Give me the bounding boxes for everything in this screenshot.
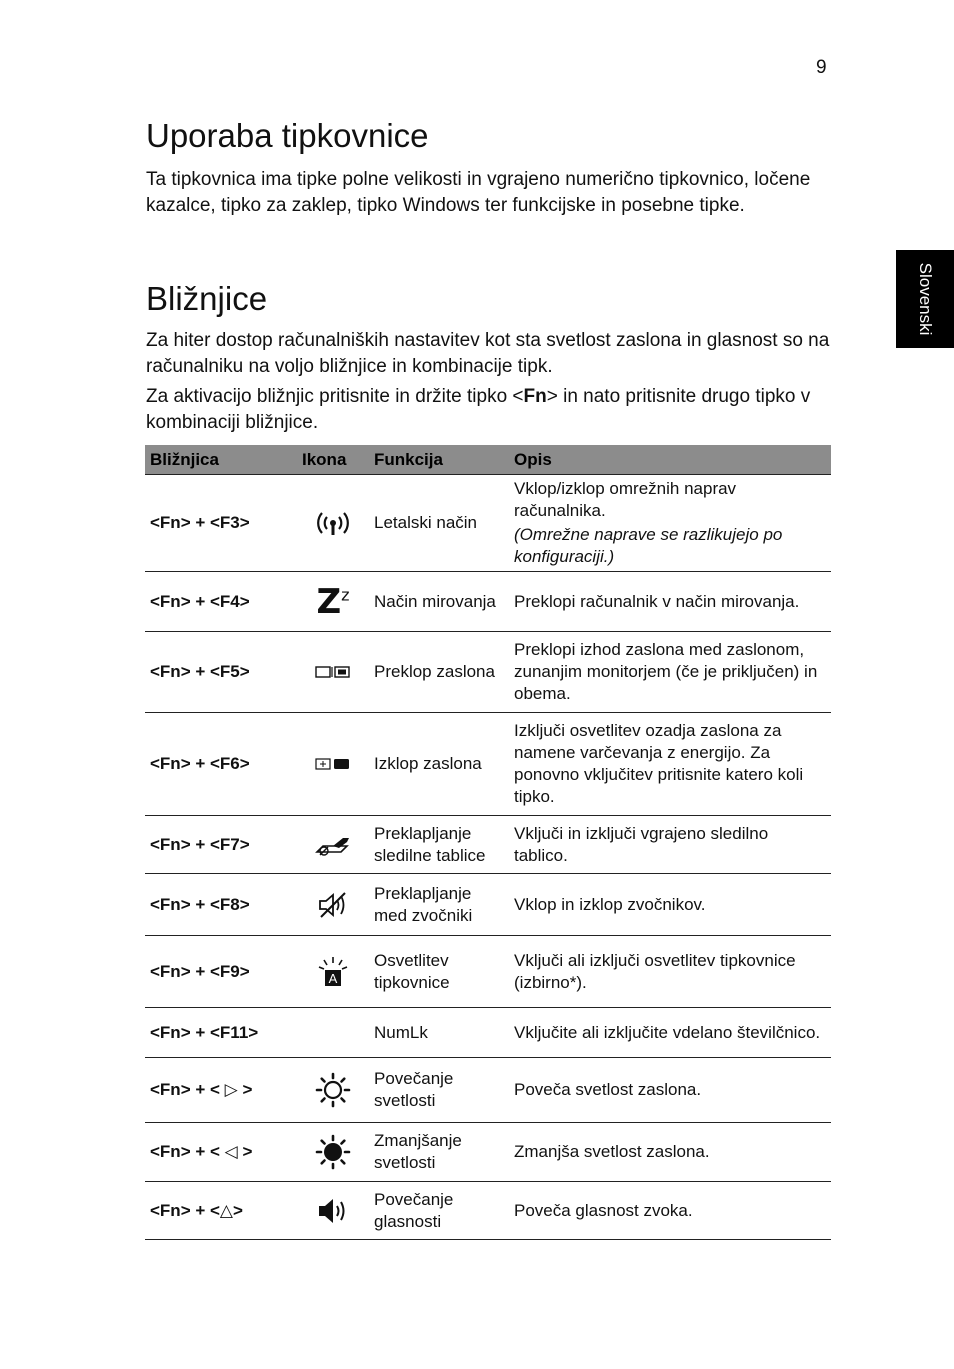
function-name: Izklop zaslona [369, 713, 509, 816]
shortcut-key: <Fn> + <F3> [145, 475, 297, 572]
function-description: Vključi in izključi vgrajeno sledilno tablico. [509, 816, 831, 874]
shortcut-key: <Fn> + <F9> [145, 936, 297, 1008]
table-row [145, 713, 831, 816]
section-title-shortcuts: Bližnjice [146, 280, 268, 317]
brightness-down-icon [314, 1133, 352, 1171]
brightness-up-icon [314, 1071, 352, 1109]
table-row [145, 1182, 831, 1240]
shortcut-key: <Fn> + <F5> [145, 632, 297, 713]
function-name: Zmanjšanje svetlosti [369, 1123, 509, 1182]
function-name: Povečanje svetlosti [369, 1058, 509, 1123]
volume-up-icon [316, 1196, 350, 1226]
shortcut-key: <Fn> + <F11> [145, 1008, 297, 1058]
table-row [145, 1123, 831, 1182]
language-tab [896, 250, 954, 348]
sleep-icon: $Z^z$ [316, 581, 350, 622]
shortcut-key: <Fn> + <F4> [145, 572, 297, 632]
fn-key-label: Fn [523, 386, 547, 407]
table-header-row [145, 445, 831, 475]
display-switch-icon [314, 664, 352, 680]
shortcuts-table [145, 445, 831, 1240]
function-name: Povečanje glasnosti [369, 1182, 509, 1240]
header-function: Funkcija [369, 445, 509, 475]
touchpad-toggle-icon [313, 832, 353, 858]
table-row [145, 874, 831, 936]
speaker-mute-icon [315, 890, 351, 920]
table-row [145, 1058, 831, 1123]
page-number: 9 [816, 57, 827, 78]
table-row [145, 475, 831, 572]
shortcuts-activation-text: Za aktivacijo bližnjic pritisnite in držite tipko <Fn> in nato pritisnite drugo tipko v kombinaciji bližnjice. [146, 386, 811, 433]
function-description: Vklop in izklop zvočnikov. [509, 874, 831, 936]
shortcut-key: <Fn> + <△> [145, 1182, 297, 1240]
shortcut-key: <Fn> + < ◁ > [145, 1123, 297, 1182]
table-row [145, 936, 831, 1008]
function-description: Zmanjša svetlost zaslona. [509, 1123, 831, 1182]
function-description: Izključi osvetlitev ozadja zaslona za namene varčevanja z energijo. Za ponovno vključitev pritisnite katero koli tipko. [509, 713, 831, 816]
function-description: Preklopi izhod zaslona med zaslonom, zunanjim monitorjem (če je priključen) in obema. [509, 632, 831, 713]
function-name: Preklapljanje sledilne tablice [369, 816, 509, 874]
function-description: Preklopi računalnik v način mirovanja. [509, 572, 831, 632]
function-name: NumLk [369, 1008, 509, 1058]
function-name: Način mirovanja [369, 572, 509, 632]
function-description: Poveča glasnost zvoka. [509, 1182, 831, 1240]
function-name: Preklop zaslona [369, 632, 509, 713]
display-off-icon [314, 756, 352, 772]
function-description: Vključi ali izključi osvetlitev tipkovnice (izbirno*). [509, 936, 831, 1008]
table-row [145, 572, 831, 632]
shortcut-key: <Fn> + <F8> [145, 874, 297, 936]
shortcut-key: <Fn> + <F7> [145, 816, 297, 874]
table-row [145, 816, 831, 874]
description-note: (Omrežne naprave se razlikujejo po konfiguraciji.) [514, 525, 783, 566]
header-icon: Ikona [297, 445, 369, 475]
keyboard-intro-text: Ta tipkovnica ima tipke polne velikosti in vgrajeno numerično tipkovnico, ločene kazalce, tipko za zaklep, tipko Windows ter funkcijske in posebne tipke. [146, 169, 811, 216]
function-name: Osvetlitev tipkovnice [369, 936, 509, 1008]
shortcuts-intro-text: Za hiter dostop računalniških nastavitev kot sta svetlost zaslona in glasnost so na računalniku na voljo bližnjice in kombinacije tipk. [146, 330, 830, 377]
svg-text:A: A [328, 970, 338, 986]
wireless-icon [313, 509, 353, 537]
function-description: Poveča svetlost zaslona. [509, 1058, 831, 1123]
keyboard-backlight-icon [316, 955, 350, 989]
function-description: Vključite ali izključite vdelano številčnico. [509, 1008, 831, 1058]
header-shortcut: Bližnjica [145, 445, 297, 475]
section-title-keyboard: Uporaba tipkovnice [146, 117, 429, 154]
function-name: Preklapljanje med zvočniki [369, 874, 509, 936]
function-name: Letalski način [369, 475, 509, 572]
shortcut-key: <Fn> + <F6> [145, 713, 297, 816]
header-description: Opis [509, 445, 831, 475]
table-row [145, 1008, 831, 1058]
function-description: Vklop/izklop omrežnih naprav računalnika. (Omrežne naprave se razlikujejo po konfiguraciji.) [509, 475, 831, 572]
table-row [145, 632, 831, 713]
language-tab-label: Slovenski [916, 262, 935, 336]
shortcut-key: <Fn> + < ▷ > [145, 1058, 297, 1123]
